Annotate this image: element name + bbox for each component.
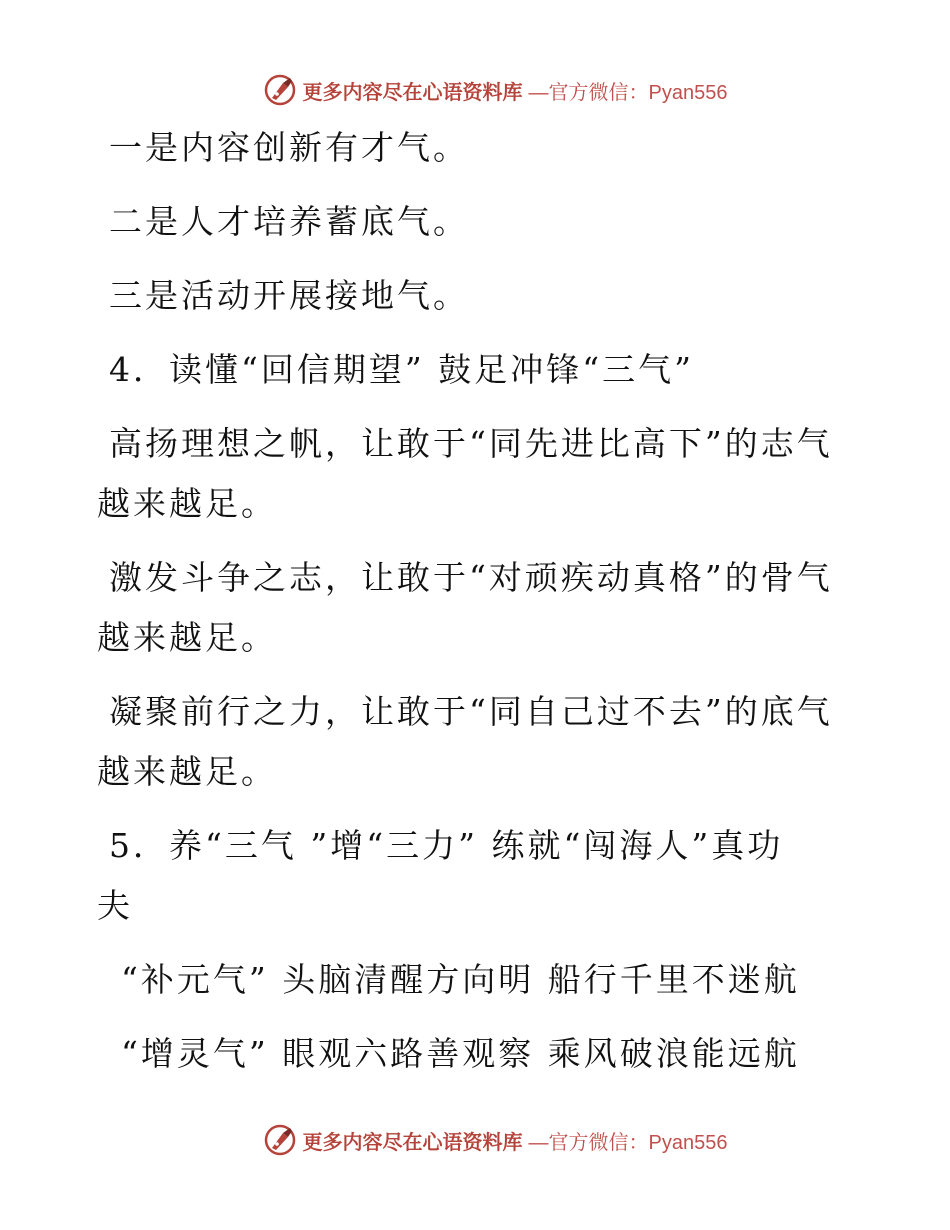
pen-nib-logo-icon	[263, 73, 297, 107]
footer-site-text: 更多内容尽在心语资料库	[302, 1129, 523, 1154]
section-heading-4	[97, 340, 857, 400]
paragraph-line: 激发斗争之志，让敢于“对顽疾动真格”的骨气	[109, 558, 833, 597]
paragraph-line: 三是活动开展接地气。	[109, 276, 469, 315]
header-site-text: 更多内容尽在心语资料库	[302, 79, 523, 104]
paragraph-9	[97, 950, 857, 1010]
header-banner	[0, 70, 950, 110]
heading-line: 4．读懂“回信期望” 鼓足冲锋“三气”	[109, 350, 694, 389]
paragraph-1	[97, 118, 857, 178]
paragraph-line: 越来越足。	[97, 618, 277, 657]
paragraph-7	[97, 682, 857, 802]
paragraph-line: 凝聚前行之力，让敢于“同自己过不去”的底气	[109, 692, 833, 731]
paragraph-6	[97, 548, 857, 668]
heading-line: 夫	[97, 886, 133, 925]
header-banner-inner	[263, 73, 728, 107]
paragraph-2	[97, 192, 857, 252]
footer-banner-inner	[263, 1123, 728, 1157]
paragraph-line: 越来越足。	[97, 752, 277, 791]
section-heading-5	[97, 816, 857, 936]
paragraph-line: “增灵气” 眼观六路善观察 乘风破浪能远航	[121, 1034, 800, 1073]
header-wechat-text: —官方微信：Pyan556	[528, 81, 728, 104]
heading-line: 5．养“三气 ”增“三力” 练就“闯海人”真功	[109, 826, 784, 865]
paragraph-line: 越来越足。	[97, 484, 277, 523]
paragraph-5	[97, 414, 857, 534]
footer-banner	[0, 1120, 950, 1160]
footer-wechat-text: —官方微信：Pyan556	[528, 1131, 728, 1154]
paragraph-3	[97, 266, 857, 326]
document-body	[97, 118, 857, 1098]
pen-nib-logo-icon	[263, 1123, 297, 1157]
paragraph-line: 二是人才培养蓄底气。	[109, 202, 469, 241]
paragraph-line: 一是内容创新有才气。	[109, 128, 469, 167]
paragraph-line: 高扬理想之帆，让敢于“同先进比高下”的志气	[109, 424, 833, 463]
paragraph-10	[97, 1024, 857, 1084]
paragraph-line: “补元气” 头脑清醒方向明 船行千里不迷航	[121, 960, 800, 999]
